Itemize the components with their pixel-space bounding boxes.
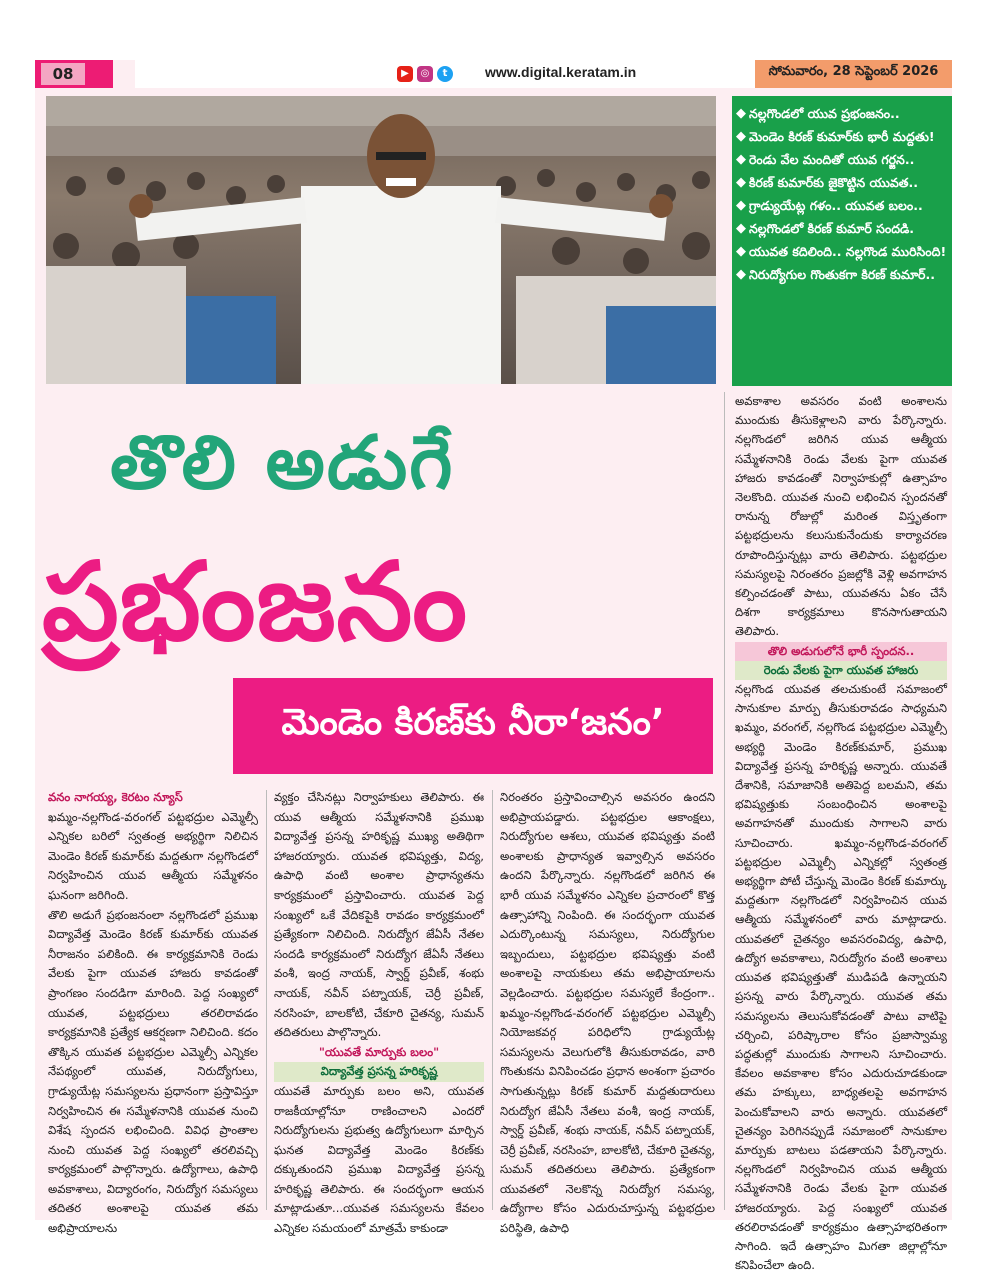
diamond-bullet-icon: ◆ [736, 152, 746, 167]
article-column-1 [48, 788, 258, 1239]
date-box [755, 60, 952, 88]
diamond-bullet-icon: ◆ [736, 221, 746, 236]
subheading: "యువతే మార్పుకు బలం" [318, 1044, 440, 1059]
paragraph: యువతే మార్పుకు బలం అని, యువత రాజకీయాల్లోనూ రాణించాలని ఎందరో నిరుద్యోగులను ప్రభుత్వ ఉద్యోగులుగా మార్చిన ఘనత విద్యావేత్త మెండెం కిరణ్‌కు దక్కుతుందని ప్రముఖ విద్యావేత్త ప్రసన్న హరికృష్ణ తెలిపారు. ఈ సందర్భంగా ఆయన మాట్లాడుతూ...యువత సమస్యలను కేవలం ఎన్నికల సమయంలో మాత్రమే కాకుండా [274, 1083, 484, 1236]
column-divider [724, 392, 725, 1210]
column-divider [492, 790, 493, 1210]
article-column-3 [500, 788, 715, 1239]
list-item: ◆ నిరుద్యోగుల గొంతుకగా కిరణ్ కుమార్.. [736, 263, 952, 286]
paragraph: తొలి అడుగే ప్రభంజనంలా నల్లగొండలో ప్రముఖ విద్యావేత్త మెండెం కిరణ్ కుమార్‌కు యువత నీరాజనం పలికింది. ఈ కార్యక్రమానికి రెండు వేలకు పైగా యువత హాజరు కావడంతో ప్రాంగణం సందడిగా మారింది. పెద్ద సంఖ్యలో యువత, పట్టభద్రులు తరలిరావడం కార్యక్రమానికి ప్రత్యేక ఆకర్షణగా నిలిచింది. కదం తొక్కిన యువత పట్టభద్రుల ఎమ్మెల్సీ ఎన్నికల నేపథ్యంలో యువత, నిరుద్యోగులు, గ్రాడ్యుయేట్ల సమస్యలను ప్రధానంగా ప్రస్తావిస్తూ నిర్వహించిన ఈ సమ్మేళనానికి యువత నుంచి విశేష స్పందన లభించింది. వివిధ ప్రాంతాల నుంచి యువత పెద్ద సంఖ్యలో తరలివచ్చి కార్యక్రమంలో పాల్గొన్నారు. ఉద్యోగాలు, ఉపాధి అవకాశాలు, విద్యారంగం, నిరుద్యోగ సమస్యలు తదితర అంశాలపై యువత తమ అభిప్రాయాలను [48, 907, 258, 1236]
lead-photo [46, 96, 716, 384]
page-number-box [35, 60, 113, 88]
subheading: విద్యావేత్త ప్రసన్న హరికృష్ణ [274, 1062, 484, 1082]
list-item: ◆ నల్లగొండలో యువ ప్రభంజనం.. [736, 102, 952, 125]
diamond-bullet-icon: ◆ [736, 106, 746, 121]
page-number: 08 [41, 63, 85, 85]
headline-line-1: తొలి అడుగే [110, 420, 455, 506]
byline: వనం నాగయ్య, కెరటం న్యూస్ [48, 790, 183, 804]
website-url[interactable]: www.digital.keratam.in [485, 64, 637, 80]
crowd-photo-illustration [46, 96, 716, 384]
subheadline: మెండెం కిరణ్‌కు నీరా‘జనం’ [281, 702, 665, 743]
header-strip [135, 60, 755, 88]
social-icons [397, 66, 453, 82]
paragraph: వ్యక్తం చేసినట్లు నిర్వాహకులు తెలిపారు. ఈ యువ ఆత్మీయ సమ్మేళనానికి ప్రముఖ విద్యావేత్త ప్రసన్న హరికృష్ణ ముఖ్య అతిథిగా హాజరయ్యారు. యువత భవిష్యత్తు, విద్య, ఉపాధి వంటి అంశాల ప్రాధాన్యతను కార్యక్రమంలో ప్రస్తావించారు. యువత పెద్ద సంఖ్యలో ఒకే వేదికపైకి రావడం కార్యక్రమంలో ప్రత్యేకంగా నిలిచింది. నిరుద్యోగ జేఏసీ నేతల సందడి కార్యక్రమంలో నిరుద్యోగ జేఏసీ నేతలు వంశీ, ఇంద్ర నాయక్, స్వార్డ్ ప్రవీణ్, శంభు నాయక్, నవీన్ పట్నాయక్, చెర్రీ ప్రవీణ్, నరసింహ, బాలకోటి, చేకూరి చైతన్య, సుమన్ తదితరులు పాల్గొన్నారు. [274, 790, 484, 1040]
article-column-4 [735, 392, 947, 1275]
paragraph: అవకాశాల అవసరం వంటి అంశాలను ముందుకు తీసుకెళ్లాలని వారు పేర్కొన్నారు. నల్లగొండలో జరిగిన యువ ఆత్మీయ సమ్మేళనానికి రెండు వేలకు పైగా యువత హాజరు కావడంతో నిర్వాహకుల్లో ఉత్సాహం నెలకొంది. యువత నుంచి లభించిన స్పందనతో రానున్న రోజుల్లో మరింత విస్తృతంగా పట్టభద్రులను కలుసుకునేందుకు కార్యాచరణ రూపొందిస్తున్నట్లు వారు తెలిపారు. పట్టభద్రుల సమస్యలపై నిరంతరం ప్రజల్లోకి వెళ్లి అవగాహన కల్పించడంతో పాటు, యువతను ఏకం చేసే దిశగా కార్యక్రమాలు కొనసాగుతాయని తెలిపారు. [735, 394, 947, 639]
subheadline-box [233, 678, 713, 774]
list-item: ◆ కిరణ్ కుమార్‌కు జైకొట్టిన యువత.. [736, 171, 952, 194]
headline-line-2: ప్రభంజనం [42, 540, 469, 665]
paragraph: ఖమ్మం-నల్లగొండ-వరంగల్ పట్టభద్రుల ఎమ్మెల్సీ ఎన్నికల బరిలో స్వతంత్ర అభ్యర్థిగా నిలిచిన మెండెం కిరణ్ కుమార్‌కు మద్దతుగా నల్లగొండలో నిర్వహించిన యువ ఆత్మీయ సమ్మేళనం ఘనంగా జరిగింది. [48, 809, 258, 902]
diamond-bullet-icon: ◆ [736, 244, 746, 259]
column-divider [266, 790, 267, 1210]
subheading: రెండు వేలకు పైగా యువత హాజరు [735, 661, 947, 680]
highlights-list [732, 96, 952, 286]
paragraph: నిరంతరం ప్రస్తావించాల్సిన అవసరం ఉందని అభిప్రాయపడ్డారు. పట్టభద్రుల ఆకాంక్షలు, నిరుద్యోగుల ఆశలు, యువత భవిష్యత్తు వంటి అంశాలకు ప్రాధాన్యత ఇవ్వాల్సిన అవసరం ఉందని పేర్కొన్నారు. నల్లగొండలో జరిగిన ఈ భారీ యువ సమ్మేళనం ఎన్నికల ప్రచారంలో కొత్త ఉత్సాహాన్ని నింపింది. ఈ సందర్భంగా యువత ఎదుర్కొంటున్న సమస్యలు, నిరుద్యోగుల ఇబ్బందులు, పట్టభద్రుల భవిష్యత్తు వంటి అంశాలపై నాయకులు తమ అభిప్రాయాలను వెల్లడించారు. పట్టభద్రుల సమస్యలే కేంద్రంగా.. ఖమ్మం-నల్లగొండ-వరంగల్ పట్టభద్రుల ఎమ్మెల్సీ నియోజకవర్గ పరిధిలోని గ్రాడ్యుయేట్ల సమస్యలను వెలుగులోకి తీసుకురావడం, వారి గొంతుకను వినిపించడం ప్రధాన అంశంగా ప్రచారం సాగుతున్నట్లు కిరణ్ కుమార్ మద్దతుదారులు నిరుద్యోగ జేఏసీ నేతలు వంశీ, ఇంద్ర నాయక్, స్వార్డ్ ప్రవీణ్, శంభు నాయక్, నవీన్ పట్నాయక్, చెర్రీ ప్రవీణ్, నరసింహ, బాలకోటి, చేకూరి చైతన్య, సుమన్ తదితరులు తెలిపారు. ప్రత్యేకంగా యువతలో నెలకొన్న నిరుద్యోగ సమస్య, ఉద్యోగాల కోసం ఎదురుచూస్తున్న పట్టభద్రుల పరిస్థితి, ఉపాధి [500, 790, 715, 1236]
diamond-bullet-icon: ◆ [736, 198, 746, 213]
diamond-bullet-icon: ◆ [736, 267, 746, 282]
page-header [35, 60, 952, 88]
article-column-2 [274, 788, 484, 1239]
subheading: తొలి అడుగులోనే భారీ స్పందన.. [735, 642, 947, 661]
issue-date: సోమవారం, 28 సెప్టెంబర్ 2026 [768, 64, 939, 79]
youtube-icon[interactable]: ▶ [397, 66, 413, 82]
list-item: ◆ యువత కదిలింది.. నల్లగొండ మురిసింది! [736, 240, 952, 263]
highlights-box [732, 96, 952, 386]
instagram-icon[interactable]: ◎ [417, 66, 433, 82]
paragraph: నల్లగొండ యువత తలచుకుంటే సమాజంలో సానుకూల మార్పు తీసుకురావడం సాధ్యమని ఖమ్మం, వరంగల్, నల్లగొండ పట్టభద్రుల ఎమ్మెల్సీ అభ్యర్థి మెండెం కిరణ్‌కుమార్, ప్రముఖ విద్యావేత్త ప్రసన్న హరికృష్ణ అన్నారు. యువతే దేశానికి, సమాజానికి అతిపెద్ద బలమని, తమ భవిష్యత్తుకు సంబంధించిన అంశాలపై అవగాహనతో ముందుకు సాగాలని వారు సూచించారు. ఖమ్మం-నల్లగొండ-వరంగల్ పట్టభద్రుల ఎమ్మెల్సీ ఎన్నికల్లో స్వతంత్ర అభ్యర్థిగా పోటీ చేస్తున్న మెండెం కిరణ్ కుమార్కు మద్దతుగా నల్లగొండలో నిర్వహించిన యువ ఆత్మీయ సమ్మేళనంలో వారు మాట్లాడారు. యువతలో చైతన్యం అవసరంవిద్య, ఉపాధి, ఉద్యోగ అవకాశాలు, నిరుద్యోగం వంటి అంశాలు యువత భవిష్యత్తుతో ముడిపడి ఉన్నాయని ప్రసన్న వారు పేర్కొన్నారు. యువత తమ సమస్యలను తెలుసుకోవడంతో పాటు వాటిపై చర్చించి, పరిష్కారాల కోసం ప్రజాస్వామ్య పద్ధతుల్లో ముందుకు సాగాలని సూచించారు. కేవలం అవకాశాల కోసం ఎదురుచూడకుండా తమ హక్కులు, బాధ్యతలపై అవగాహన పెంచుకోవాలని వారు అన్నారు. యువతలో చైతన్యం పెరిగినప్పుడే సమాజంలో సానుకూల మార్పుకు బాటలు పడతాయని పేర్కొన్నారు. నల్లగొండలో నిర్వహించిన యువ ఆత్మీయ సమ్మేళనానికి రెండు వేలకు పైగా యువత హాజరయ్యారు. పెద్ద సంఖ్యలో యువత తరలిరావడంతో కార్యక్రమం ఉత్సాహభరితంగా సాగింది. ఇదే ఉత్సాహం మిగతా జిల్లాల్లోనూ కనిపించేలా ఉంది. [735, 682, 947, 1273]
diamond-bullet-icon: ◆ [736, 129, 746, 144]
diamond-bullet-icon: ◆ [736, 175, 746, 190]
list-item: ◆ రెండు వేల మందితో యువ గర్జన.. [736, 148, 952, 171]
list-item: ◆ మెండెం కిరణ్ కుమార్‌కు భారీ మద్దతు! [736, 125, 952, 148]
twitter-icon[interactable]: t [437, 66, 453, 82]
list-item: ◆ నల్లగొండలో కిరణ్ కుమార్ సందడి. [736, 217, 952, 240]
list-item: ◆ గ్రాడ్యుయేట్ల గళం.. యువత బలం.. [736, 194, 952, 217]
